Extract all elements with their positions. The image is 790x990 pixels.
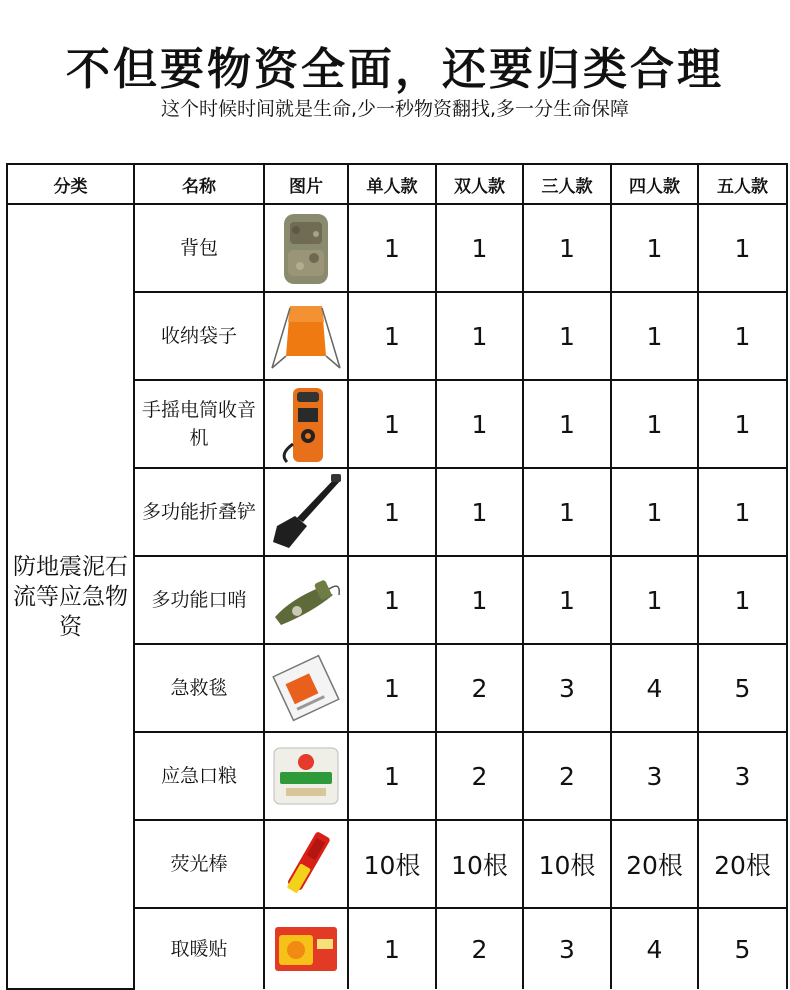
qty-cell: 5 — [698, 644, 787, 732]
column-header: 双人款 — [436, 164, 523, 204]
qty-cell: 3 — [698, 732, 787, 820]
item-name: 多功能折叠铲 — [134, 468, 264, 556]
column-header: 分类 — [7, 164, 134, 204]
qty-cell: 1 — [348, 204, 436, 292]
item-name: 手摇电筒收音机 — [134, 380, 264, 468]
column-header: 名称 — [134, 164, 264, 204]
qty-cell: 1 — [523, 380, 611, 468]
qty-cell: 1 — [348, 908, 436, 989]
item-image-cell — [264, 556, 348, 644]
item-image-cell — [264, 380, 348, 468]
qty-cell: 20根 — [698, 820, 787, 908]
item-image-cell — [264, 820, 348, 908]
qty-cell: 1 — [611, 292, 698, 380]
qty-cell: 1 — [348, 644, 436, 732]
qty-cell: 1 — [611, 556, 698, 644]
qty-cell: 10根 — [436, 820, 523, 908]
item-name: 多功能口哨 — [134, 556, 264, 644]
item-name: 取暖贴 — [134, 908, 264, 989]
qty-cell: 1 — [436, 380, 523, 468]
page-subtitle: 这个时候时间就是生命,少一秒物资翻找,多一分生命保障 — [160, 98, 630, 120]
qty-cell: 1 — [348, 556, 436, 644]
qty-cell: 2 — [436, 732, 523, 820]
table-row — [7, 204, 787, 292]
qty-cell: 3 — [611, 732, 698, 820]
crank-radio-flashlight-icon — [271, 384, 341, 464]
item-image-cell — [264, 908, 348, 989]
drawstring-bag-icon — [266, 298, 346, 374]
qty-cell: 1 — [611, 204, 698, 292]
qty-cell: 1 — [698, 468, 787, 556]
qty-cell: 1 — [348, 732, 436, 820]
item-name: 收纳袋子 — [134, 292, 264, 380]
supply-table — [6, 163, 788, 990]
qty-cell: 1 — [523, 292, 611, 380]
item-image-cell — [264, 644, 348, 732]
qty-cell: 4 — [611, 644, 698, 732]
qty-cell: 3 — [523, 644, 611, 732]
qty-cell: 1 — [698, 380, 787, 468]
qty-cell: 2 — [523, 732, 611, 820]
item-image-cell — [264, 292, 348, 380]
qty-cell: 20根 — [611, 820, 698, 908]
category-cell: 防地震泥石流等应急物资 — [7, 204, 134, 989]
ration-pack-icon — [268, 742, 344, 810]
heat-patch-icon — [271, 923, 341, 975]
qty-cell: 1 — [523, 468, 611, 556]
qty-cell: 1 — [348, 292, 436, 380]
item-image-cell — [264, 732, 348, 820]
qty-cell: 1 — [523, 556, 611, 644]
qty-cell: 1 — [698, 556, 787, 644]
qty-cell: 1 — [436, 556, 523, 644]
column-header: 图片 — [264, 164, 348, 204]
qty-cell: 2 — [436, 908, 523, 989]
page-title: 不但要物资全面，还要归类合理 — [66, 44, 724, 95]
item-name: 背包 — [134, 204, 264, 292]
whistle-icon — [267, 565, 345, 635]
qty-cell: 4 — [611, 908, 698, 989]
backpack-icon — [270, 208, 342, 288]
header-row — [7, 164, 787, 204]
qty-cell: 3 — [523, 908, 611, 989]
qty-cell: 5 — [698, 908, 787, 989]
column-header: 四人款 — [611, 164, 698, 204]
qty-cell: 1 — [348, 380, 436, 468]
qty-cell: 1 — [348, 468, 436, 556]
qty-cell: 1 — [698, 292, 787, 380]
item-name: 应急口粮 — [134, 732, 264, 820]
emergency-blanket-icon — [267, 650, 345, 726]
qty-cell: 1 — [436, 468, 523, 556]
folding-shovel-icon — [267, 472, 345, 552]
qty-cell: 10根 — [523, 820, 611, 908]
qty-cell: 1 — [698, 204, 787, 292]
column-header: 三人款 — [523, 164, 611, 204]
column-header: 单人款 — [348, 164, 436, 204]
item-image-cell — [264, 468, 348, 556]
glow-stick-icon — [271, 826, 341, 902]
item-name: 急救毯 — [134, 644, 264, 732]
item-name: 荧光棒 — [134, 820, 264, 908]
qty-cell: 1 — [436, 204, 523, 292]
qty-cell: 1 — [611, 468, 698, 556]
qty-cell: 1 — [611, 380, 698, 468]
qty-cell: 10根 — [348, 820, 436, 908]
qty-cell: 1 — [523, 204, 611, 292]
item-image-cell — [264, 204, 348, 292]
qty-cell: 2 — [436, 644, 523, 732]
column-header: 五人款 — [698, 164, 787, 204]
qty-cell: 1 — [436, 292, 523, 380]
